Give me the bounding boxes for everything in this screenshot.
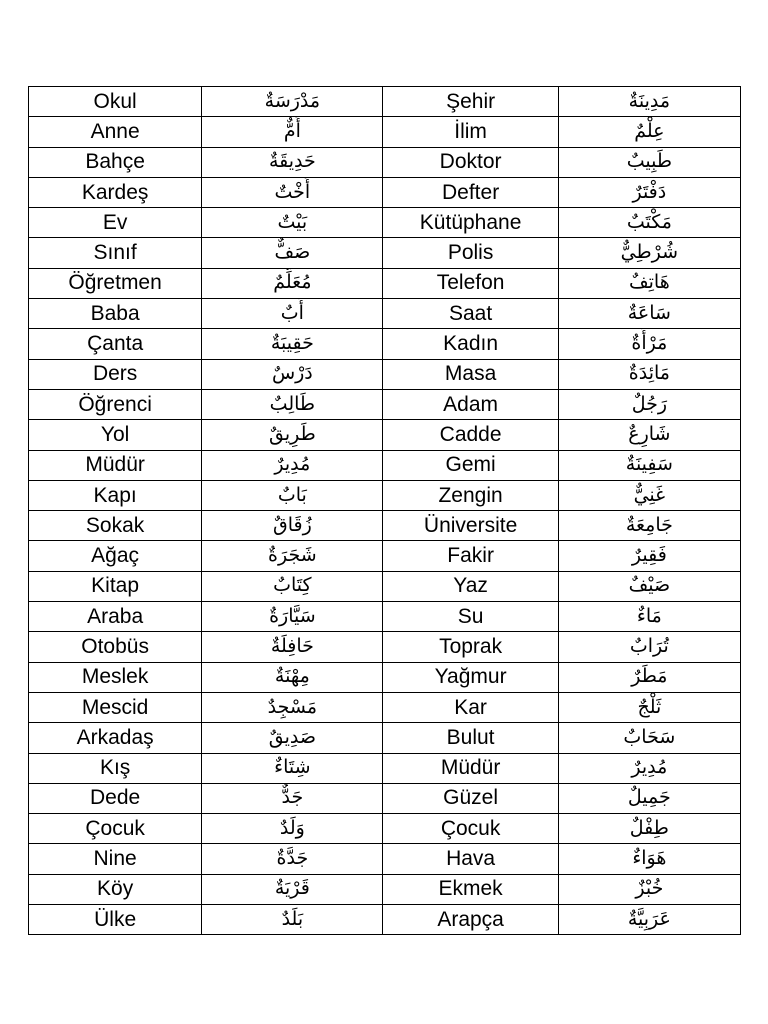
table-cell xyxy=(558,329,740,359)
turkish-word-left: Yol xyxy=(100,422,130,446)
arabic-word-right: مَرْأَةٌ xyxy=(631,332,668,355)
arabic-word-left: أُخْتٌ xyxy=(274,180,311,203)
turkish-word-left: Bahçe xyxy=(85,150,145,174)
arabic-word-right: ثَلْجٌ xyxy=(637,695,662,718)
arabic-word-right: شَارِعٌ xyxy=(628,422,671,445)
table-row xyxy=(29,359,741,389)
arabic-word-left: طَرِيقٌ xyxy=(268,422,316,445)
table-cell xyxy=(558,420,740,450)
arabic-word-right: خُبْزٌ xyxy=(635,877,664,900)
turkish-word-left: Nine xyxy=(93,847,137,871)
arabic-word-right: مَطَرٌ xyxy=(631,665,668,688)
table-cell xyxy=(558,389,740,419)
turkish-word-right: Su xyxy=(457,604,484,628)
table-cell xyxy=(383,571,558,601)
turkish-word-left: Kitap xyxy=(91,574,140,598)
arabic-word-right: مُدِيرٌ xyxy=(631,756,668,779)
turkish-word-right: Kütüphane xyxy=(419,210,522,234)
turkish-word-right: Güzel xyxy=(443,786,499,810)
arabic-word-right: مَائِدَةٌ xyxy=(628,362,670,385)
arabic-word-right: مَدِينَةٌ xyxy=(628,89,671,112)
table-row xyxy=(29,905,741,935)
table-cell xyxy=(383,480,558,510)
table-cell xyxy=(558,692,740,722)
turkish-word-right: Toprak xyxy=(439,634,503,658)
table-cell xyxy=(383,844,558,874)
turkish-word-right: Defter xyxy=(442,180,500,204)
table-cell xyxy=(29,662,202,692)
arabic-word-left: شِتَاءٌ xyxy=(274,756,311,779)
table-cell xyxy=(383,723,558,753)
table-row xyxy=(29,692,741,722)
table-cell xyxy=(558,177,740,207)
table-cell xyxy=(202,632,383,662)
table-row xyxy=(29,268,741,298)
table-cell xyxy=(202,844,383,874)
table-cell xyxy=(202,389,383,419)
table-row xyxy=(29,177,741,207)
turkish-word-right: Kadın xyxy=(443,332,499,356)
arabic-word-right: هَاتِفٌ xyxy=(628,271,670,294)
turkish-word-right: Arapça xyxy=(437,907,504,931)
table-cell xyxy=(29,723,202,753)
table-row xyxy=(29,238,741,268)
turkish-word-left: Kardeş xyxy=(81,180,149,204)
table-row xyxy=(29,511,741,541)
table-cell xyxy=(202,571,383,601)
arabic-word-left: شَجَرَةٌ xyxy=(268,544,317,567)
table-cell xyxy=(29,87,202,117)
table-cell xyxy=(558,299,740,329)
arabic-word-left: صَفٌّ xyxy=(274,241,311,264)
arabic-word-left: مُعَلِّمٌ xyxy=(273,271,312,294)
table-cell xyxy=(202,480,383,510)
turkish-word-left: Ülke xyxy=(94,907,137,931)
vocabulary-table-body xyxy=(29,87,741,935)
turkish-word-left: Okul xyxy=(93,89,137,113)
table-row xyxy=(29,208,741,238)
table-cell xyxy=(383,329,558,359)
turkish-word-left: Kış xyxy=(99,756,131,780)
arabic-word-right: غَنِيٌّ xyxy=(633,483,666,506)
turkish-word-left: Öğrenci xyxy=(78,392,152,416)
turkish-word-right: Hava xyxy=(446,847,496,871)
table-cell xyxy=(202,299,383,329)
turkish-word-right: Masa xyxy=(444,362,497,386)
arabic-word-left: بَيْتٌ xyxy=(277,210,308,233)
table-cell xyxy=(202,329,383,359)
table-row xyxy=(29,602,741,632)
turkish-word-right: Şehir xyxy=(446,89,496,113)
table-cell xyxy=(383,420,558,450)
table-row xyxy=(29,632,741,662)
table-cell xyxy=(29,541,202,571)
arabic-word-right: سَاعَةٌ xyxy=(627,301,671,324)
table-cell xyxy=(558,602,740,632)
table-cell xyxy=(202,268,383,298)
table-cell xyxy=(29,359,202,389)
turkish-word-left: Ağaç xyxy=(91,544,140,568)
table-row xyxy=(29,844,741,874)
table-cell xyxy=(202,208,383,238)
table-cell xyxy=(558,208,740,238)
table-cell xyxy=(202,420,383,450)
table-cell xyxy=(383,662,558,692)
table-cell xyxy=(558,753,740,783)
turkish-word-left: Otobüs xyxy=(81,634,149,658)
turkish-word-left: Müdür xyxy=(85,453,145,477)
turkish-word-right: Polis xyxy=(447,241,494,265)
table-cell xyxy=(202,541,383,571)
arabic-word-left: حَافِلَةٌ xyxy=(270,634,314,657)
turkish-word-right: İlim xyxy=(454,119,487,143)
table-cell xyxy=(202,117,383,147)
table-cell xyxy=(383,602,558,632)
turkish-word-right: Zengin xyxy=(438,483,503,507)
table-cell xyxy=(558,814,740,844)
table-cell xyxy=(29,329,202,359)
table-cell xyxy=(383,511,558,541)
arabic-word-right: شُرْطِيٌّ xyxy=(620,241,679,264)
table-cell xyxy=(29,117,202,147)
table-cell xyxy=(383,208,558,238)
arabic-word-left: حَدِيقَةٌ xyxy=(268,150,316,173)
turkish-word-left: Ev xyxy=(102,210,128,234)
vocabulary-table xyxy=(28,86,741,935)
table-cell xyxy=(202,874,383,904)
turkish-word-right: Doktor xyxy=(439,150,502,174)
table-cell xyxy=(29,177,202,207)
table-cell xyxy=(202,814,383,844)
table-cell xyxy=(29,571,202,601)
table-cell xyxy=(383,147,558,177)
table-row xyxy=(29,420,741,450)
turkish-word-right: Kar xyxy=(454,695,487,719)
table-cell xyxy=(558,844,740,874)
turkish-word-left: Araba xyxy=(87,604,144,628)
arabic-word-right: تُرَابٌ xyxy=(629,634,669,657)
arabic-word-right: صَيْفٌ xyxy=(628,574,671,597)
table-cell xyxy=(383,268,558,298)
table-cell xyxy=(558,662,740,692)
arabic-word-left: أُمٌّ xyxy=(283,119,301,142)
table-cell xyxy=(29,299,202,329)
table-cell xyxy=(383,389,558,419)
turkish-word-left: Sınıf xyxy=(93,241,137,265)
table-cell xyxy=(202,511,383,541)
turkish-word-left: Çocuk xyxy=(85,816,145,840)
table-cell xyxy=(383,783,558,813)
turkish-word-right: Saat xyxy=(449,301,493,325)
table-cell xyxy=(29,874,202,904)
arabic-word-left: مُدِيرٌ xyxy=(274,453,311,476)
table-cell xyxy=(558,511,740,541)
arabic-word-left: مَدْرَسَةٌ xyxy=(264,89,321,112)
turkish-word-left: Sokak xyxy=(85,513,145,537)
turkish-word-right: Telefon xyxy=(436,271,505,295)
table-cell xyxy=(558,874,740,904)
arabic-word-right: عِلْمٌ xyxy=(634,119,665,142)
turkish-word-left: Dede xyxy=(90,786,141,810)
table-cell xyxy=(29,389,202,419)
turkish-word-left: Ders xyxy=(92,362,138,386)
turkish-word-right: Yağmur xyxy=(434,665,507,689)
turkish-word-left: Mescid xyxy=(81,695,149,719)
table-cell xyxy=(383,814,558,844)
table-cell xyxy=(29,814,202,844)
table-row xyxy=(29,814,741,844)
table-cell xyxy=(558,541,740,571)
arabic-word-right: طَبِيبٌ xyxy=(626,150,672,173)
turkish-word-right: Ekmek xyxy=(438,877,503,901)
table-cell xyxy=(29,692,202,722)
arabic-word-left: أَبٌ xyxy=(280,301,304,324)
arabic-word-right: فَقِيرٌ xyxy=(631,544,667,567)
table-cell xyxy=(202,692,383,722)
table-cell xyxy=(383,905,558,935)
table-row xyxy=(29,147,741,177)
table-cell xyxy=(558,905,740,935)
table-cell xyxy=(383,299,558,329)
table-cell xyxy=(558,723,740,753)
table-cell xyxy=(202,450,383,480)
turkish-word-right: Müdür xyxy=(440,756,501,780)
table-cell xyxy=(202,905,383,935)
arabic-word-left: وَلَدٌ xyxy=(279,816,305,839)
table-row xyxy=(29,874,741,904)
turkish-word-right: Yaz xyxy=(453,574,488,598)
table-row xyxy=(29,450,741,480)
arabic-word-right: جَامِعَةٌ xyxy=(625,513,673,536)
arabic-word-left: جَدَّةٌ xyxy=(276,847,309,870)
table-cell xyxy=(383,117,558,147)
table-row xyxy=(29,541,741,571)
arabic-word-right: دَفْتَرٌ xyxy=(632,180,667,203)
turkish-word-right: Bulut xyxy=(446,725,495,749)
table-cell xyxy=(202,87,383,117)
arabic-word-right: رَجُلٌ xyxy=(631,392,668,415)
table-row xyxy=(29,723,741,753)
table-cell xyxy=(558,571,740,601)
turkish-word-right: Gemi xyxy=(445,453,496,477)
table-row xyxy=(29,329,741,359)
turkish-word-left: Meslek xyxy=(81,665,149,689)
table-row xyxy=(29,571,741,601)
arabic-word-left: صَدِيقٌ xyxy=(268,725,316,748)
table-cell xyxy=(202,753,383,783)
table-cell xyxy=(558,147,740,177)
arabic-word-right: مَاءٌ xyxy=(636,604,662,627)
table-cell xyxy=(558,268,740,298)
table-cell xyxy=(383,238,558,268)
turkish-word-left: Anne xyxy=(90,119,140,143)
table-row xyxy=(29,389,741,419)
arabic-word-right: سَحَابٌ xyxy=(623,725,676,748)
arabic-word-left: جَدٌّ xyxy=(281,786,304,809)
table-cell xyxy=(558,632,740,662)
arabic-word-left: بَابٌ xyxy=(277,483,307,506)
table-cell xyxy=(558,87,740,117)
arabic-word-right: سَفِينَةٌ xyxy=(625,453,673,476)
table-cell xyxy=(29,783,202,813)
arabic-word-right: جَمِيلٌ xyxy=(627,786,671,809)
table-cell xyxy=(29,511,202,541)
arabic-word-left: حَقِيبَةٌ xyxy=(270,332,314,355)
table-cell xyxy=(383,753,558,783)
table-cell xyxy=(29,450,202,480)
turkish-word-left: Köy xyxy=(97,877,134,901)
table-cell xyxy=(558,359,740,389)
table-row xyxy=(29,480,741,510)
table-cell xyxy=(383,632,558,662)
table-cell xyxy=(383,874,558,904)
table-cell xyxy=(558,238,740,268)
table-cell xyxy=(29,905,202,935)
table-cell xyxy=(383,359,558,389)
arabic-word-right: مَكْتَبٌ xyxy=(626,210,672,233)
table-cell xyxy=(383,450,558,480)
table-cell xyxy=(202,359,383,389)
table-cell xyxy=(29,147,202,177)
table-cell xyxy=(29,632,202,662)
arabic-word-left: طَالِبٌ xyxy=(269,392,316,415)
turkish-word-right: Çocuk xyxy=(440,816,501,840)
table-cell xyxy=(202,723,383,753)
arabic-word-left: دَرْسٌ xyxy=(271,362,313,385)
table-row xyxy=(29,299,741,329)
turkish-word-right: Cadde xyxy=(439,422,502,446)
table-cell xyxy=(558,480,740,510)
turkish-word-left: Baba xyxy=(90,301,140,325)
table-cell xyxy=(29,268,202,298)
arabic-word-left: مِهْنَةٌ xyxy=(274,665,310,688)
table-cell xyxy=(558,783,740,813)
arabic-word-right: عَرَبِيَّةٌ xyxy=(627,907,671,930)
table-cell xyxy=(558,117,740,147)
arabic-word-right: هَوَاءٌ xyxy=(632,847,667,870)
table-cell xyxy=(29,753,202,783)
arabic-word-left: بَلَدٌ xyxy=(281,907,304,930)
table-cell xyxy=(202,147,383,177)
table-cell xyxy=(29,238,202,268)
turkish-word-right: Üniversite xyxy=(423,513,518,537)
table-cell xyxy=(29,208,202,238)
table-row xyxy=(29,662,741,692)
table-cell xyxy=(202,783,383,813)
table-cell xyxy=(29,602,202,632)
table-cell xyxy=(29,480,202,510)
arabic-word-left: كِتَابٌ xyxy=(273,574,312,597)
table-cell xyxy=(202,177,383,207)
table-row xyxy=(29,783,741,813)
turkish-word-left: Çanta xyxy=(87,332,144,356)
turkish-word-right: Fakir xyxy=(447,544,494,568)
table-cell xyxy=(29,420,202,450)
table-cell xyxy=(202,238,383,268)
table-cell xyxy=(383,177,558,207)
table-row xyxy=(29,753,741,783)
table-cell xyxy=(202,662,383,692)
table-row xyxy=(29,117,741,147)
arabic-word-left: سَيَّارَةٌ xyxy=(269,604,316,627)
table-cell xyxy=(383,541,558,571)
table-row xyxy=(29,87,741,117)
arabic-word-left: مَسْجِدٌ xyxy=(267,695,318,718)
table-cell xyxy=(29,844,202,874)
table-cell xyxy=(383,87,558,117)
table-cell xyxy=(558,450,740,480)
turkish-word-left: Arkadaş xyxy=(76,725,154,749)
table-cell xyxy=(202,602,383,632)
turkish-word-left: Öğretmen xyxy=(68,271,162,295)
turkish-word-right: Adam xyxy=(443,392,499,416)
turkish-word-left: Kapı xyxy=(93,483,137,507)
arabic-word-left: قَرْيَةٌ xyxy=(274,877,310,900)
arabic-word-left: زُقَاقٌ xyxy=(272,513,312,536)
table-cell xyxy=(383,692,558,722)
arabic-word-right: طِفْلٌ xyxy=(629,816,669,839)
